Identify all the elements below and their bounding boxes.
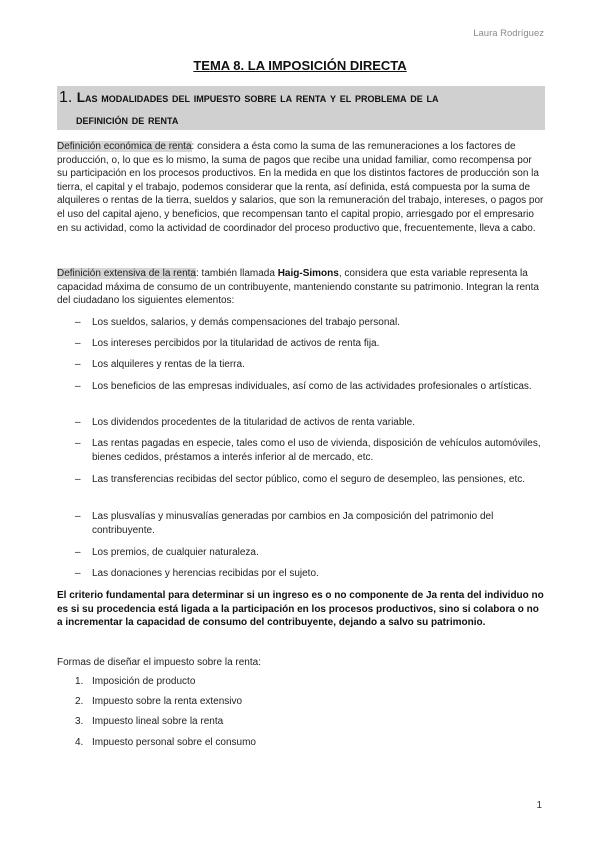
extensive-text-a: : también llamada bbox=[195, 268, 278, 279]
paragraph-economic-definition bbox=[57, 140, 544, 235]
bullet-dash: – bbox=[75, 568, 81, 579]
term-extensive-definition: Definición extensiva de la renta bbox=[57, 268, 196, 279]
section-heading-box bbox=[57, 86, 545, 130]
section-number: 1. bbox=[59, 89, 73, 106]
bullet-dash: – bbox=[75, 474, 81, 485]
term-economic-definition: Definición económica de renta bbox=[57, 141, 192, 152]
haig-simons-name: Haig-Simons bbox=[277, 268, 339, 279]
section-heading-line2: definición de renta bbox=[76, 112, 179, 127]
bullet-dash: – bbox=[75, 417, 81, 428]
author-header: Laura Rodríguez bbox=[473, 28, 544, 39]
bullet-dash: – bbox=[75, 359, 81, 370]
section-heading-line1: Las modalidades del impuesto sobre la renta y el problema de la bbox=[76, 90, 439, 105]
document-title: TEMA 8. LA IMPOSICIÓN DIRECTA bbox=[193, 58, 407, 73]
bullet-dash: – bbox=[75, 338, 81, 349]
page-number: 1 bbox=[536, 800, 542, 811]
bullet-dash: – bbox=[75, 547, 81, 558]
forms-intro: Formas de diseñar el impuesto sobre la renta: bbox=[57, 657, 261, 668]
bullet-dash: – bbox=[75, 511, 81, 522]
economic-definition-text: : considera a ésta como la suma de las remuneraciones a los factores de producción, o, lo que es lo mismo, la suma de pagos que recibe una unidad familiar, como recompensa por su participación en los procesos productivos. En la medida en que los distintos factores de producción son la tierra, el capital y el trabajo, podemos considerar que la renta, así definida, está compuesta por la suma de alquileres o rentas de la tierra, sueldos y salarios, que son la remuneración del trabajo, intereses, o pagos por el uso del capital ajeno, y beneficios, que recompensan tanto el capital propio, arriesgado por el empresario en su actividad, como la actividad de coordinador del proceso productivo que, frecuentemente, lleva a cabo. bbox=[57, 141, 544, 234]
criterion-paragraph: El criterio fundamental para determinar si un ingreso es o no componente de Ja renta del individuo no es si su procedencia está ligada a la participación en los procesos productivos, sino si colabora o no a incrementar la capacidad de consumo del contribuyente, dejando a salvo su patrimonio. bbox=[57, 590, 544, 629]
bullet-dash: – bbox=[75, 381, 81, 392]
bullet-dash: – bbox=[75, 317, 81, 328]
extensive-text-b: , considera que esta variable representa la capacidad máxima de consumo de un contribuyente, manteniendo constante su patrimonio. Integran la renta del ciudadano los siguientes elementos: bbox=[57, 268, 539, 307]
bullet-dash: – bbox=[75, 438, 81, 449]
paragraph-extensive-definition bbox=[57, 267, 544, 308]
